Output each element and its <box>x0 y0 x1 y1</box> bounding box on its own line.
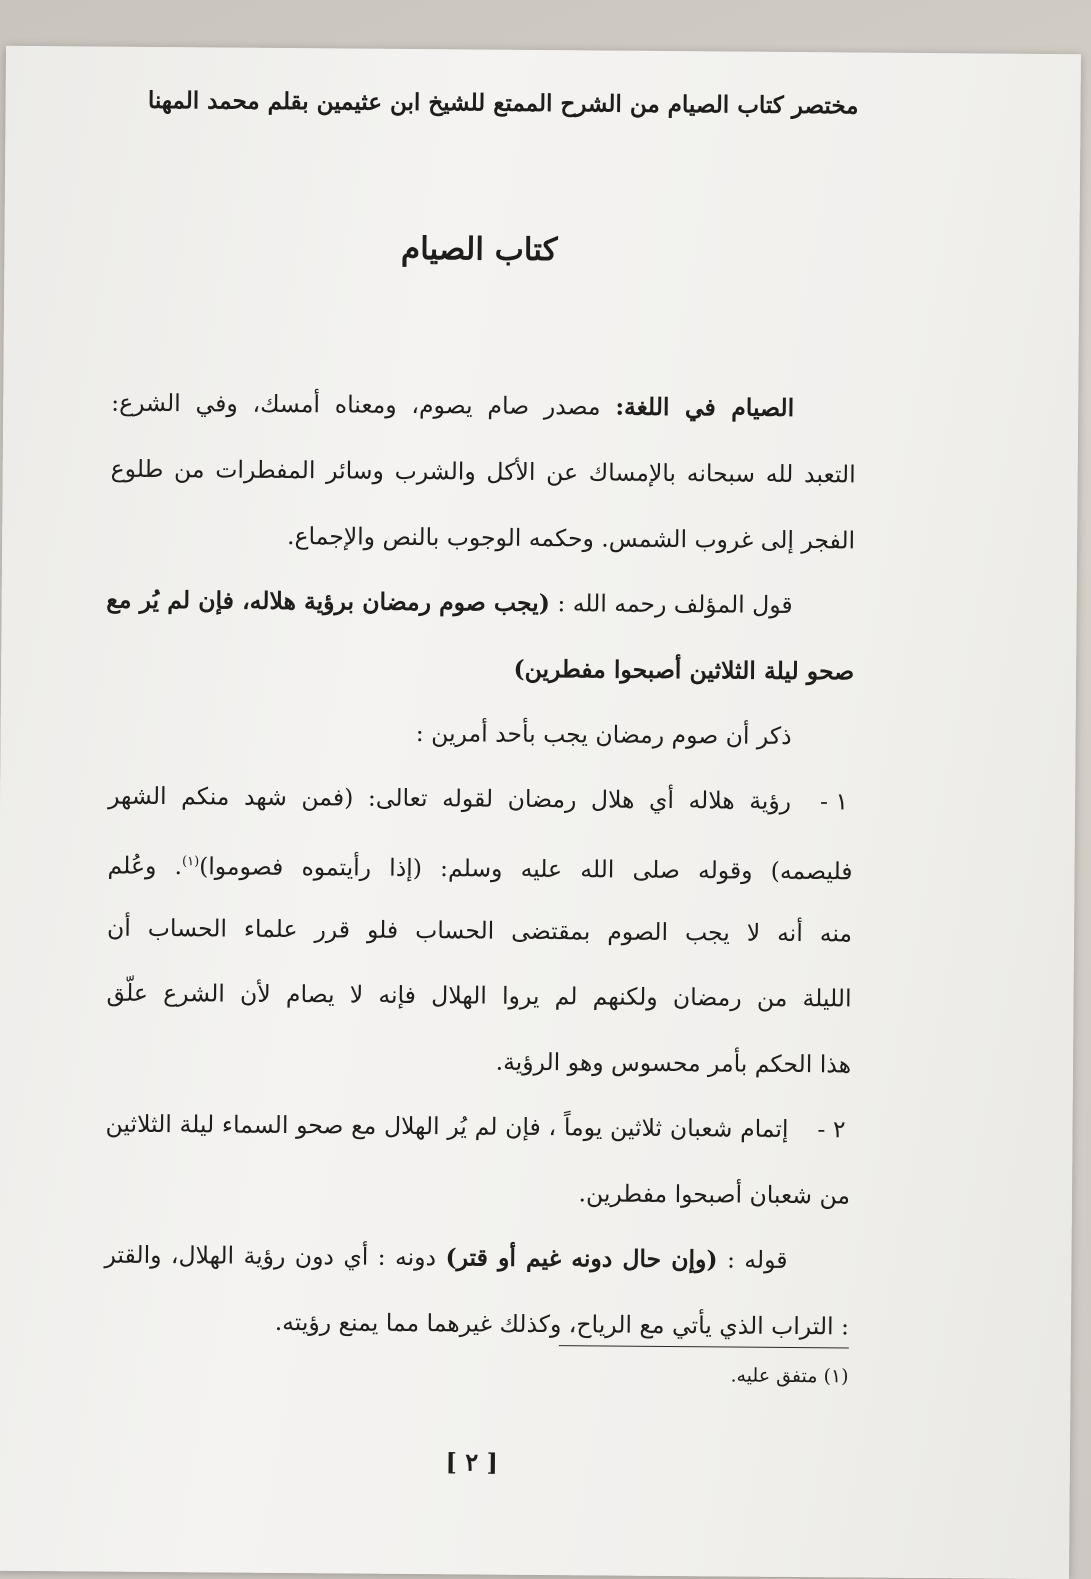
item-2-number: ٢ - <box>817 1115 846 1144</box>
footnote: (١) متفق عليه. <box>730 1364 849 1388</box>
page-content <box>104 86 859 1477</box>
footnote-divider <box>559 1345 849 1348</box>
definition-line-1-rest: مصدر صام يصوم، ومعناه أمسك، وفي الشرع: <box>111 388 616 421</box>
quote1-text-1: (يجب صوم رمضان برؤية هلاله، فإن لم يُر مع <box>106 585 551 618</box>
quote1-line-1 <box>106 584 793 621</box>
item-1-line-5: هذا الحكم بأمر محسوس وهو الرؤية. <box>495 1047 852 1079</box>
item-2-line-2: من شعبان أصبحوا مفطرين. <box>578 1179 851 1210</box>
item-1-line-2 <box>107 846 852 888</box>
paragraph-definition-line-2: التعبد لله سبحانه بالإمساك عن الأكل والشرب وسائر المفطرات من طلوع <box>110 454 856 489</box>
definition-term: الصيام في اللغة: <box>615 392 795 422</box>
item-1-line-4: الليلة من رمضان ولكنهم لم يروا الهلال فإنه لا يصام لأن الشرع علّق <box>106 978 852 1013</box>
quote2-bold: (وإن حال دونه غيم أو قتر) <box>445 1243 718 1274</box>
page-number: [ ٢ ] <box>445 1447 499 1477</box>
footnote-marker: (١) <box>181 854 200 870</box>
chapter-title: كتاب الصيام <box>400 230 558 269</box>
paragraph-definition-line-1 <box>111 387 794 424</box>
item-1-line-1: رؤية هلاله أي هلال رمضان لقوله تعالى: (فمن شهد منكم الشهر <box>108 781 792 815</box>
paragraph-definition-line-3: الفجر إلى غروب الشمس. وحكمه الوجوب بالنص والإجماع. <box>286 522 856 555</box>
item-1-line-2-a: فليصمه) وقوله صلى الله عليه وسلم: (إذا رأيتموه فصوموا) <box>199 852 853 886</box>
quote2-intro: قوله : <box>717 1245 788 1274</box>
quote1-line-2: صحو ليلة الثلاثين أصبحوا مفطرين) <box>513 654 855 686</box>
item-1-line-3: منه أنه لا يجب الصوم بمقتضى الحساب فلو قرر علماء الحساب أن <box>106 913 853 948</box>
item-2-line-1: إتمام شعبان ثلاثين يوماً ، فإن لم يُر الهلال مع صحو السماء ليلة الثلاثين <box>105 1109 789 1143</box>
item-1-number: ١ - <box>819 787 849 816</box>
quote2-line-2: : التراب الذي يأتي مع الرياح، وكذلك غيرهما مما يمنع رؤيته. <box>274 1307 850 1341</box>
quote2-line-1 <box>104 1239 787 1276</box>
item-1-line-2-b: . وعُلم <box>107 851 183 881</box>
quote1-intro: قول المؤلف رحمه الله : <box>549 589 793 619</box>
running-header: مختصر كتاب الصيام من الشرح الممتع للشيخ ابن عثيمين بقلم محمد المهنا <box>147 86 859 120</box>
intro-two-conditions: ذكر أن صوم رمضان يجب بأحد أمرين : <box>415 719 792 750</box>
book-page <box>0 46 1081 1579</box>
quote2-rest: دونه : أي دون رؤية الهلال، والقتر <box>104 1240 446 1272</box>
